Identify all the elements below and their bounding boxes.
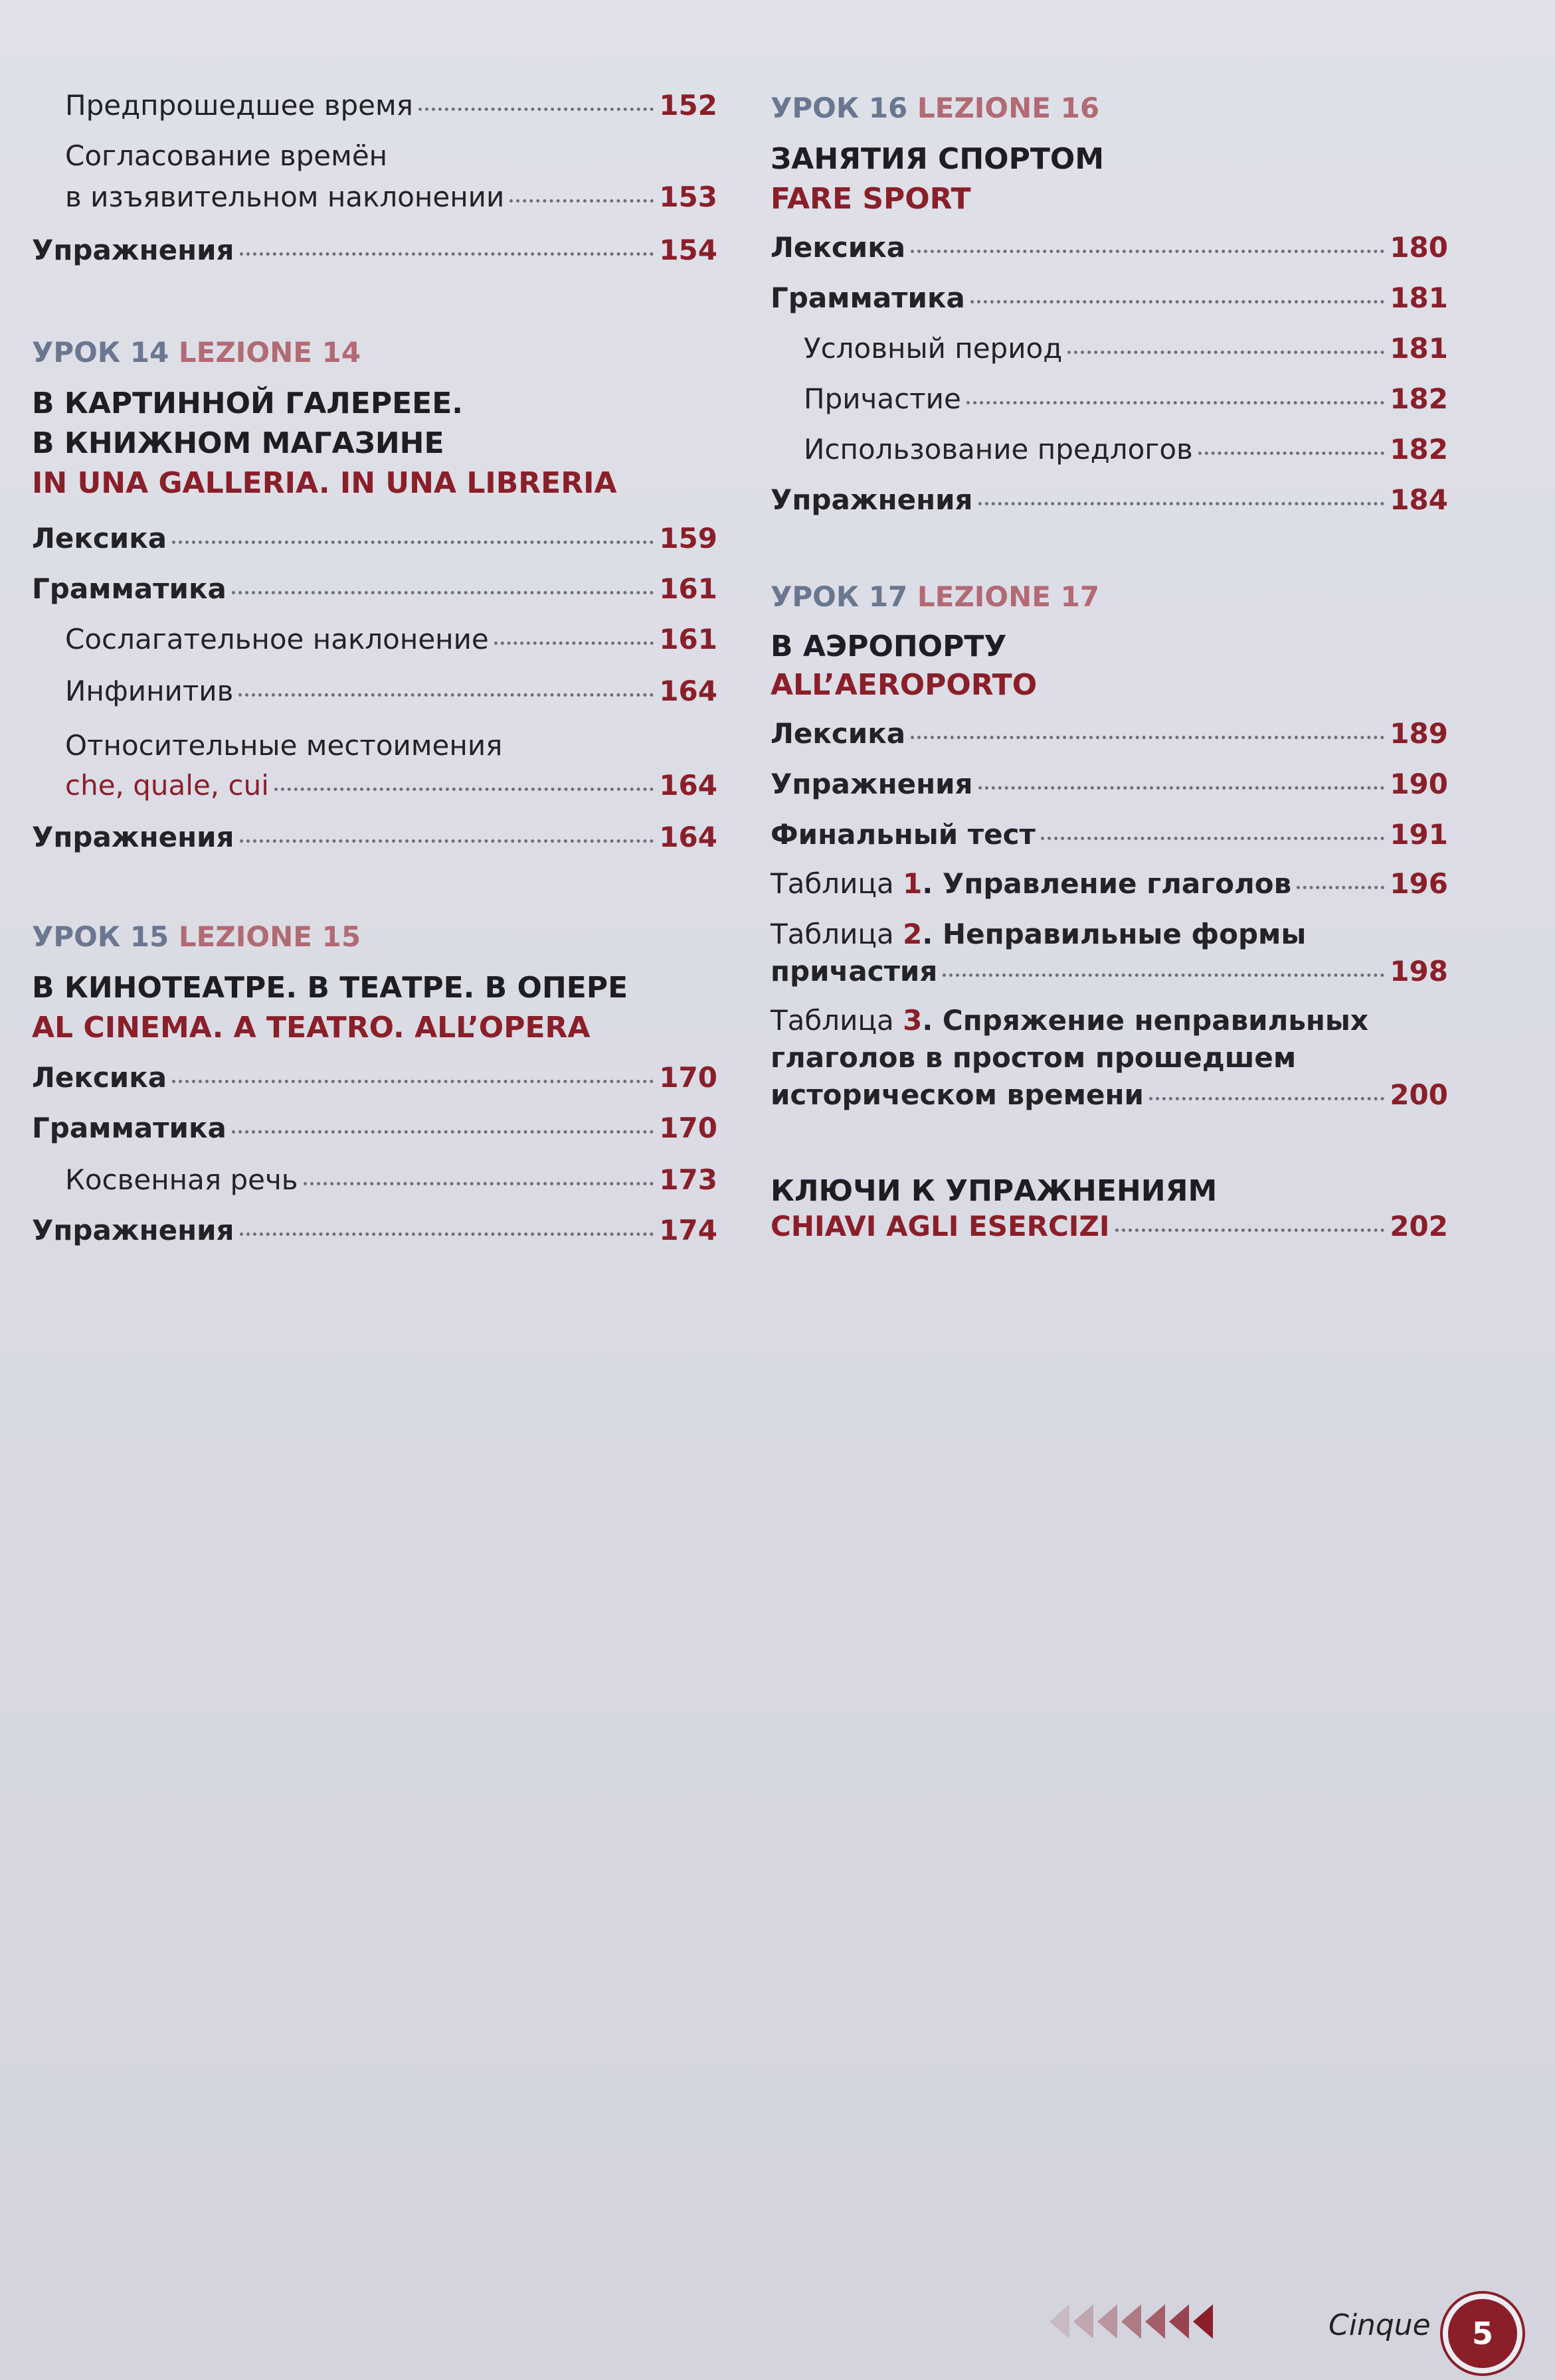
arrow-left-icon xyxy=(1097,2304,1117,2339)
lesson-title-it: FARE SPORT xyxy=(771,182,971,216)
leader-dots xyxy=(966,401,1385,404)
toc-entry: che, quale, cui 164 xyxy=(65,769,717,802)
leader-dots xyxy=(1041,837,1384,840)
arrow-left-icon xyxy=(1169,2304,1189,2339)
toc-entry-table-3-line1: Таблица 3. Спряжение неправильных xyxy=(771,1004,1368,1037)
toc-entry-keys: CHIAVI AGLI ESERCIZI 202 xyxy=(771,1210,1448,1242)
toc-entry: Условный период 181 xyxy=(804,332,1448,365)
leader-dots xyxy=(1067,351,1384,354)
toc-entry: Лексика 189 xyxy=(771,717,1448,750)
toc-entry-table-3: историческом времени 200 xyxy=(771,1078,1448,1111)
toc-entry: Лексика 180 xyxy=(771,231,1448,264)
leader-dots xyxy=(1198,452,1385,455)
leader-dots xyxy=(970,300,1385,303)
toc-entry: Инфинитив 164 xyxy=(65,675,717,707)
lesson-title-ru: В АЭРОПОРТУ xyxy=(771,630,1007,663)
toc-entry: в изъявительном наклонении 153 xyxy=(65,181,717,213)
leader-dots xyxy=(418,108,654,111)
toc-entry: Лексика 170 xyxy=(32,1061,717,1094)
toc-entry: Упражнения 164 xyxy=(32,821,717,853)
lesson-title-it: AL CINEMA. A TEATRO. ALL’OPERA xyxy=(32,1011,591,1045)
toc-entry: Использование предлогов 182 xyxy=(804,433,1448,466)
leader-dots xyxy=(232,1130,654,1134)
toc-entry: Упражнения 184 xyxy=(771,483,1448,516)
toc-entry: Упражнения 154 xyxy=(32,234,717,266)
leader-dots xyxy=(943,974,1384,977)
lesson-title-it: IN UNA GALLERIA. IN UNA LIBRERIA xyxy=(32,466,617,500)
toc-entry-table-2-line1: Таблица 2. Неправильные формы xyxy=(771,918,1307,950)
leader-dots xyxy=(1115,1229,1385,1232)
leader-dots xyxy=(1297,886,1384,889)
lesson-title-it: ALL’AEROPORTO xyxy=(771,668,1038,702)
arrow-left-icon xyxy=(1121,2304,1141,2339)
lesson-title-ru: ЗАНЯТИЯ СПОРТОМ xyxy=(771,142,1105,176)
toc-entry-table-2: причастия 198 xyxy=(771,955,1448,987)
keys-title-ru: КЛЮЧИ К УПРАЖНЕНИЯМ xyxy=(771,1174,1218,1208)
lesson-heading: УРОК 15 LEZIONE 15 xyxy=(32,920,361,953)
toc-entry: Упражнения 190 xyxy=(771,768,1448,800)
leader-dots xyxy=(240,252,654,256)
leader-dots xyxy=(1149,1097,1384,1100)
lesson-title-ru: В КИНОТЕАТРЕ. В ТЕАТРЕ. В ОПЕРЕ xyxy=(32,971,628,1005)
leader-dots xyxy=(232,591,654,594)
toc-entry-line: Относительные местоимения xyxy=(65,729,503,762)
leader-dots xyxy=(494,641,654,645)
toc-entry: Грамматика 161 xyxy=(32,572,717,605)
toc-entry: Грамматика 170 xyxy=(32,1112,717,1144)
toc-entry: Упражнения 174 xyxy=(32,1214,717,1246)
toc-entry: Сослагательное наклонение 161 xyxy=(65,623,717,655)
page-number-badge: 5 xyxy=(1443,2294,1522,2373)
toc-entry: Причастие 182 xyxy=(804,382,1448,415)
leader-dots xyxy=(978,502,1385,505)
leader-dots xyxy=(911,736,1384,739)
page-word: Cinque xyxy=(1328,2308,1431,2342)
leader-dots xyxy=(240,839,654,843)
leader-dots xyxy=(238,693,654,697)
arrow-left-icon xyxy=(1193,2304,1213,2339)
toc-entry: Грамматика 181 xyxy=(771,282,1448,314)
footer-arrows-icon xyxy=(1050,2304,1213,2339)
toc-entry: Предпрошедшее время 152 xyxy=(65,89,717,122)
toc-entry: Косвенная речь 173 xyxy=(65,1163,717,1196)
leader-dots xyxy=(240,1232,654,1236)
arrow-left-icon xyxy=(1073,2304,1093,2339)
leader-dots xyxy=(172,541,654,544)
lesson-heading: УРОК 16 LEZIONE 16 xyxy=(771,92,1100,124)
toc-entry-line: Согласование времён xyxy=(65,139,388,172)
lesson-title-ru: В КАРТИННОЙ ГАЛЕРЕЕЕ. xyxy=(32,386,463,420)
leader-dots xyxy=(172,1080,654,1083)
lesson-title-ru: В КНИЖНОМ МАГАЗИНЕ xyxy=(32,426,444,460)
leader-dots xyxy=(911,250,1384,253)
toc-entry: Лексика 159 xyxy=(32,522,717,554)
arrow-left-icon xyxy=(1145,2304,1165,2339)
toc-entry: Финальный тест 191 xyxy=(771,818,1448,851)
lesson-heading: УРОК 17 LEZIONE 17 xyxy=(771,580,1100,613)
toc-entry-table-3-line2: глаголов в простом прошедшем xyxy=(771,1041,1297,1074)
lesson-heading: УРОК 14 LEZIONE 14 xyxy=(32,336,361,369)
leader-dots xyxy=(274,788,654,791)
arrow-left-icon xyxy=(1050,2304,1069,2339)
leader-dots xyxy=(978,786,1385,790)
toc-entry-table-1: Таблица 1. Управление глаголов 196 xyxy=(771,867,1448,900)
leader-dots xyxy=(304,1182,654,1185)
leader-dots xyxy=(509,199,654,203)
